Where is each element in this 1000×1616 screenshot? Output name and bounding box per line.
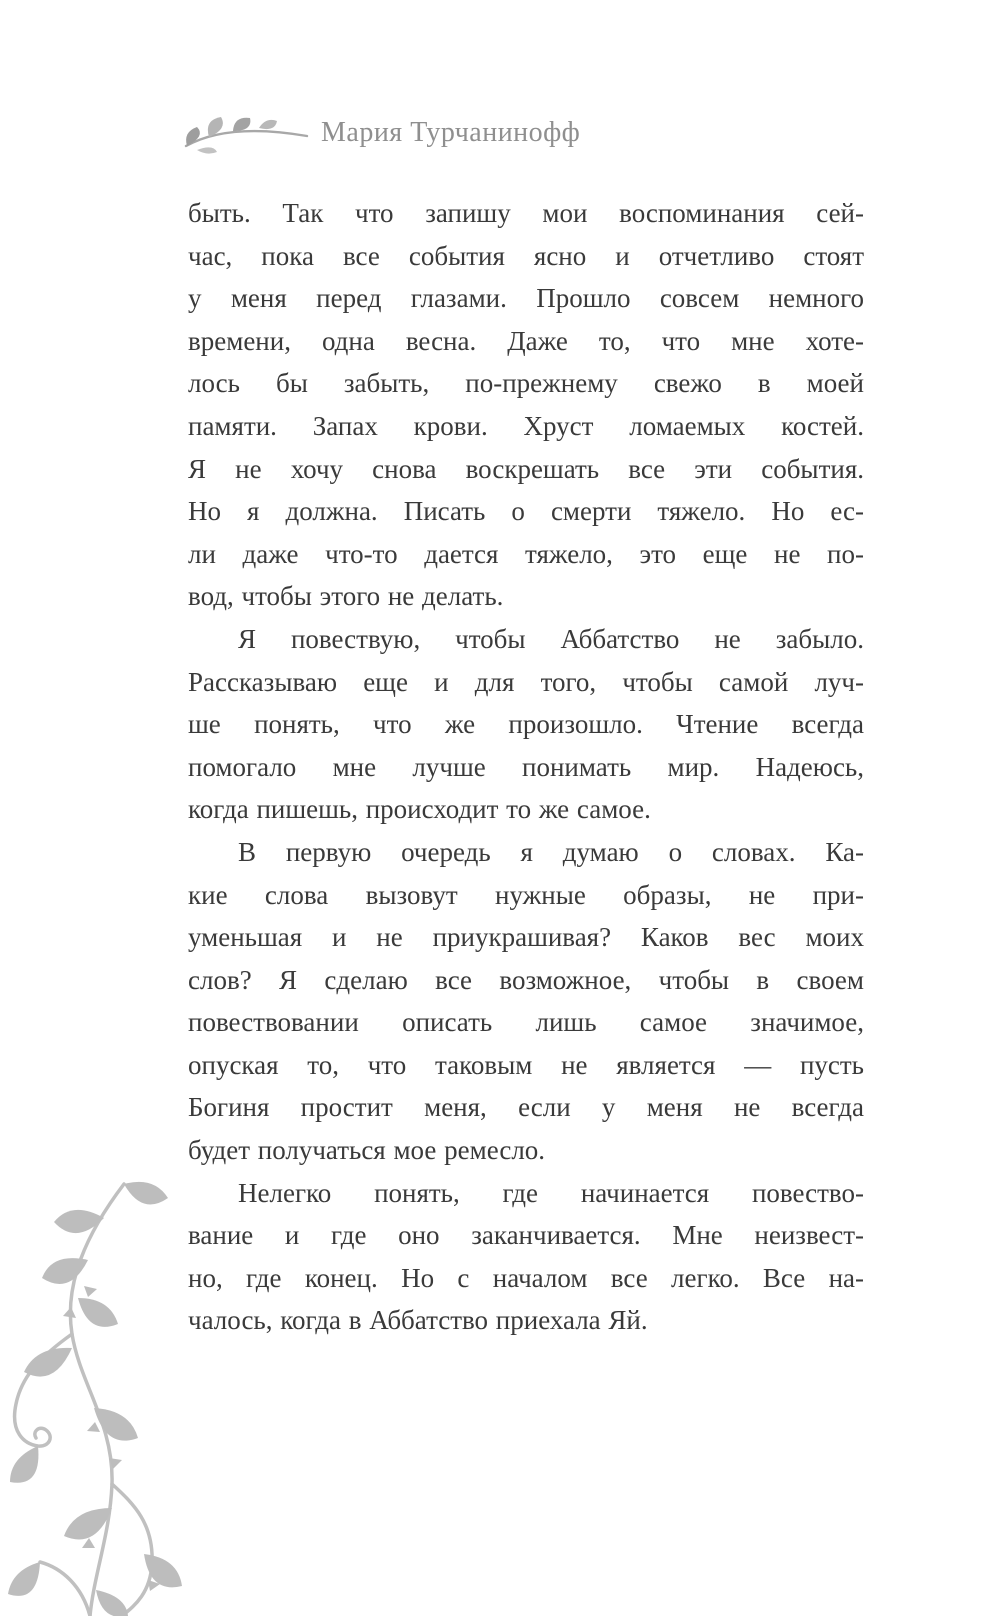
page-header [183, 110, 580, 156]
text-line: Богиня простит меня, если у меня не всегда [188, 1092, 864, 1123]
text-line: В первую очередь я думаю о словах. Ка- [238, 836, 864, 867]
text-line: но, где конец. Но с началом все легко. Все на- [188, 1262, 864, 1293]
text-line: вод, чтобы этого не делать. [188, 581, 504, 612]
text-line: кие слова вызовут нужные образы, не при- [188, 879, 864, 910]
text-line: опуская то, что таковым не является — пусть [188, 1049, 864, 1080]
text-line: у меня перед глазами. Прошло совсем немного [188, 283, 864, 314]
text-line: быть. Так что запишу мои воспоминания сей- [188, 198, 864, 228]
paragraph [188, 831, 864, 1172]
text-line: повествовании описать лишь самое значимое, [188, 1007, 864, 1038]
text-line: Нелегко понять, где начинается повество- [238, 1177, 864, 1208]
text-line: Я не хочу снова воскрешать все эти события. [188, 453, 864, 484]
floral-corner-ornament-icon [0, 1176, 200, 1616]
text-line: слов? Я сделаю все возможное, чтобы в своем [188, 964, 864, 995]
text-line: Но я должна. Писать о смерти тяжело. Но ес- [188, 496, 864, 527]
text-line: чалось, когда в Аббатство приехала Яй. [188, 1305, 648, 1336]
text-line: час, пока все события ясно и отчетливо стоят [188, 240, 864, 271]
paragraph [188, 192, 864, 618]
text-line: лось бы забыть, по-прежнему свежо в моей [188, 368, 864, 399]
branch-ornament-icon [183, 110, 309, 156]
page-body [188, 192, 864, 1342]
text-line: времени, одна весна. Даже то, что мне хоте- [188, 325, 864, 356]
text-line: уменьшая и не приукрашивая? Каков вес моих [188, 922, 864, 953]
text-line: будет получаться мое ремесло. [188, 1135, 546, 1166]
paragraph [188, 618, 864, 831]
text-line: ше понять, что же произошло. Чтение всегда [188, 709, 864, 740]
text-line: когда пишешь, происходит то же самое. [188, 794, 651, 825]
author-name: Мария Турчанинофф [321, 117, 581, 148]
text-line: памяти. Запах крови. Хруст ломаемых костей. [188, 410, 864, 441]
paragraph [188, 1172, 864, 1342]
text-line: Я повествую, чтобы Аббатство не забыло. [238, 623, 864, 654]
text-line: ли даже что-то дается тяжело, это еще не по- [188, 538, 864, 569]
text-line: вание и где оно заканчивается. Мне неизвест- [188, 1220, 864, 1251]
text-line: помогало мне лучше понимать мир. Надеюсь, [188, 751, 864, 782]
text-line: Рассказываю еще и для того, чтобы самой луч- [188, 666, 864, 697]
